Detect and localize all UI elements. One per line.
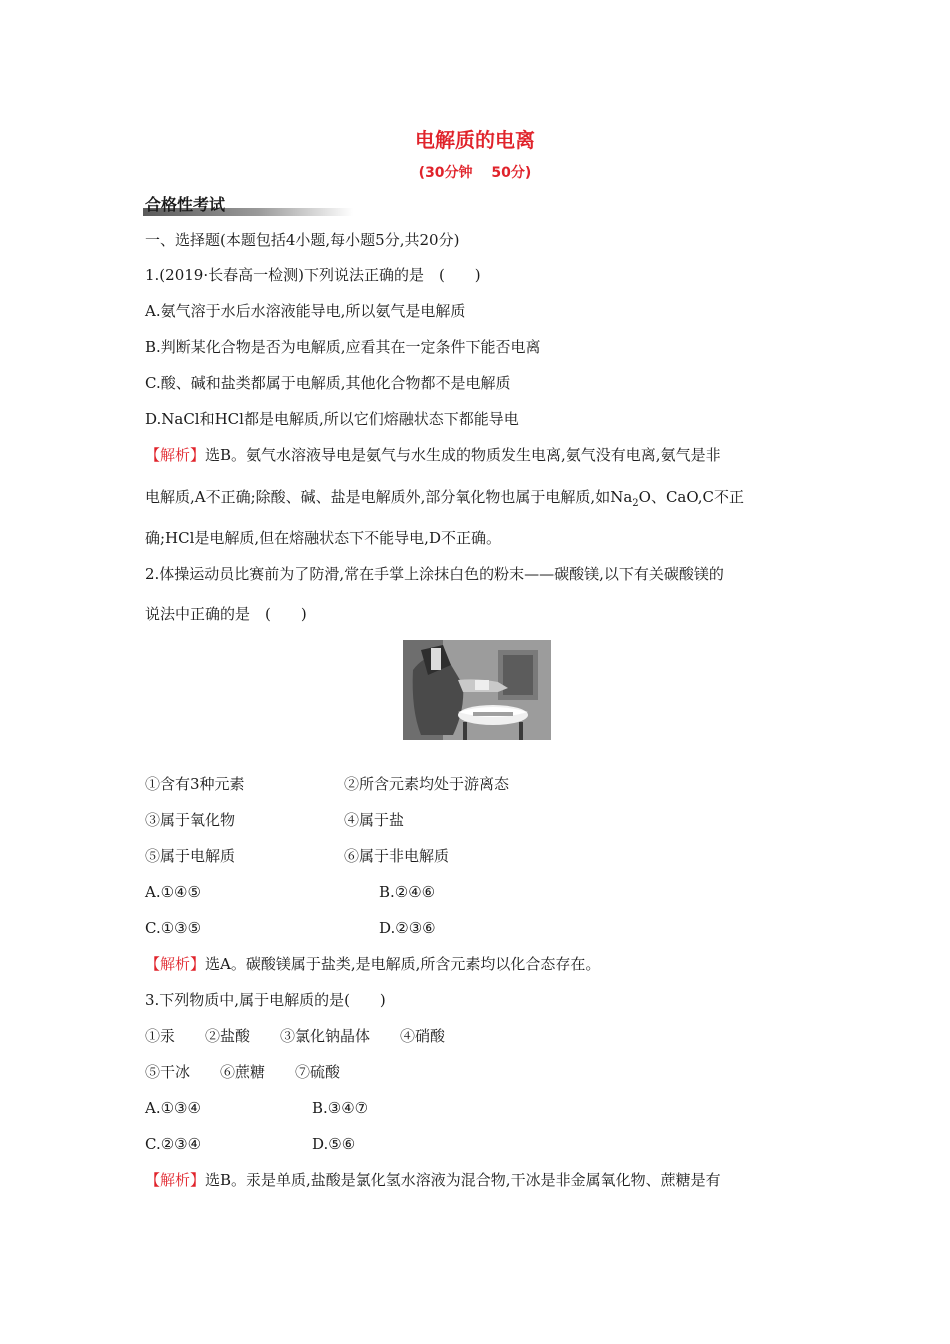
q2-stem-line2: 说法中正确的是 ( )	[145, 605, 307, 623]
q2-item-2: ②所含元素均处于游离态	[344, 775, 510, 793]
gymnast-illustration	[403, 640, 551, 740]
analysis-tag: 【解析】	[145, 1171, 206, 1189]
page-title: 电解质的电离	[415, 128, 535, 152]
analysis-text: O、CaO,C不正	[638, 488, 745, 506]
q3-analysis	[145, 1170, 721, 1190]
q3-items-row1: ①汞 ②盐酸 ③氯化钠晶体 ④硝酸	[145, 1027, 446, 1045]
q2-item-6: ⑥属于非电解质	[344, 847, 450, 865]
q3-option-b: B.③④⑦	[312, 1099, 369, 1117]
q2-stem-line1: 2.体操运动员比赛前为了防滑,常在手掌上涂抹白色的粉末——碳酸镁,以下有关碳酸镁的	[145, 565, 724, 583]
analysis-tag: 【解析】	[145, 446, 206, 464]
q2-item-5: ⑤属于电解质	[145, 847, 236, 865]
q3-items-row2: ⑤干冰 ⑥蔗糖 ⑦硫酸	[145, 1063, 341, 1081]
q3-option-d: D.⑤⑥	[312, 1135, 356, 1153]
q2-item-3: ③属于氧化物	[145, 811, 236, 829]
q3-option-a: A.①③④	[145, 1099, 201, 1117]
q1-analysis-line3: 确;HCl是电解质,但在熔融状态下不能导电,D不正确。	[145, 529, 501, 547]
section-tab-label: 合格性考试	[145, 195, 226, 214]
q1-stem: 1.(2019·长春高一检测)下列说法正确的是 ( )	[145, 266, 481, 284]
q2-option-b: B.②④⑥	[379, 883, 436, 901]
analysis-text: 选B。汞是单质,盐酸是氯化氢水溶液为混合物,干冰是非金属氧化物、蔗糖是有	[205, 1171, 721, 1189]
gymnast-photo	[403, 640, 551, 740]
part1-heading: 一、选择题(本题包括4小题,每小题5分,共20分)	[145, 231, 460, 249]
q1-option-b: B.判断某化合物是否为电解质,应看其在一定条件下能否电离	[145, 338, 541, 356]
q2-item-4: ④属于盐	[344, 811, 405, 829]
q3-option-c: C.②③④	[145, 1135, 202, 1153]
q1-analysis-line2	[145, 487, 744, 514]
analysis-text: 选A。碳酸镁属于盐类,是电解质,所含元素均以化合态存在。	[205, 955, 601, 973]
section-tab	[143, 192, 353, 216]
subscript: 2	[632, 498, 639, 509]
q3-stem: 3.下列物质中,属于电解质的是( )	[145, 991, 386, 1009]
q1-option-a: A.氨气溶于水后水溶液能导电,所以氨气是电解质	[145, 302, 466, 320]
q1-analysis-line1	[145, 445, 721, 465]
q2-item-1: ①含有3种元素	[145, 775, 245, 793]
q1-option-d: D.NaCl和HCl都是电解质,所以它们熔融状态下都能导电	[145, 410, 519, 428]
page-subtitle: (30分钟 50分)	[418, 165, 532, 181]
analysis-text: 选B。氨气水溶液导电是氨气与水生成的物质发生电离,氨气没有电离,氨气是非	[205, 446, 721, 464]
q1-option-c: C.酸、碱和盐类都属于电解质,其他化合物都不是电解质	[145, 374, 511, 392]
q2-option-a: A.①④⑤	[145, 883, 201, 901]
q2-analysis	[145, 954, 600, 974]
q2-option-d: D.②③⑥	[379, 919, 436, 937]
analysis-tag: 【解析】	[145, 955, 206, 973]
q2-option-c: C.①③⑤	[145, 919, 202, 937]
analysis-text: 电解质,A不正确;除酸、碱、盐是电解质外,部分氧化物也属于电解质,如Na	[145, 488, 633, 506]
